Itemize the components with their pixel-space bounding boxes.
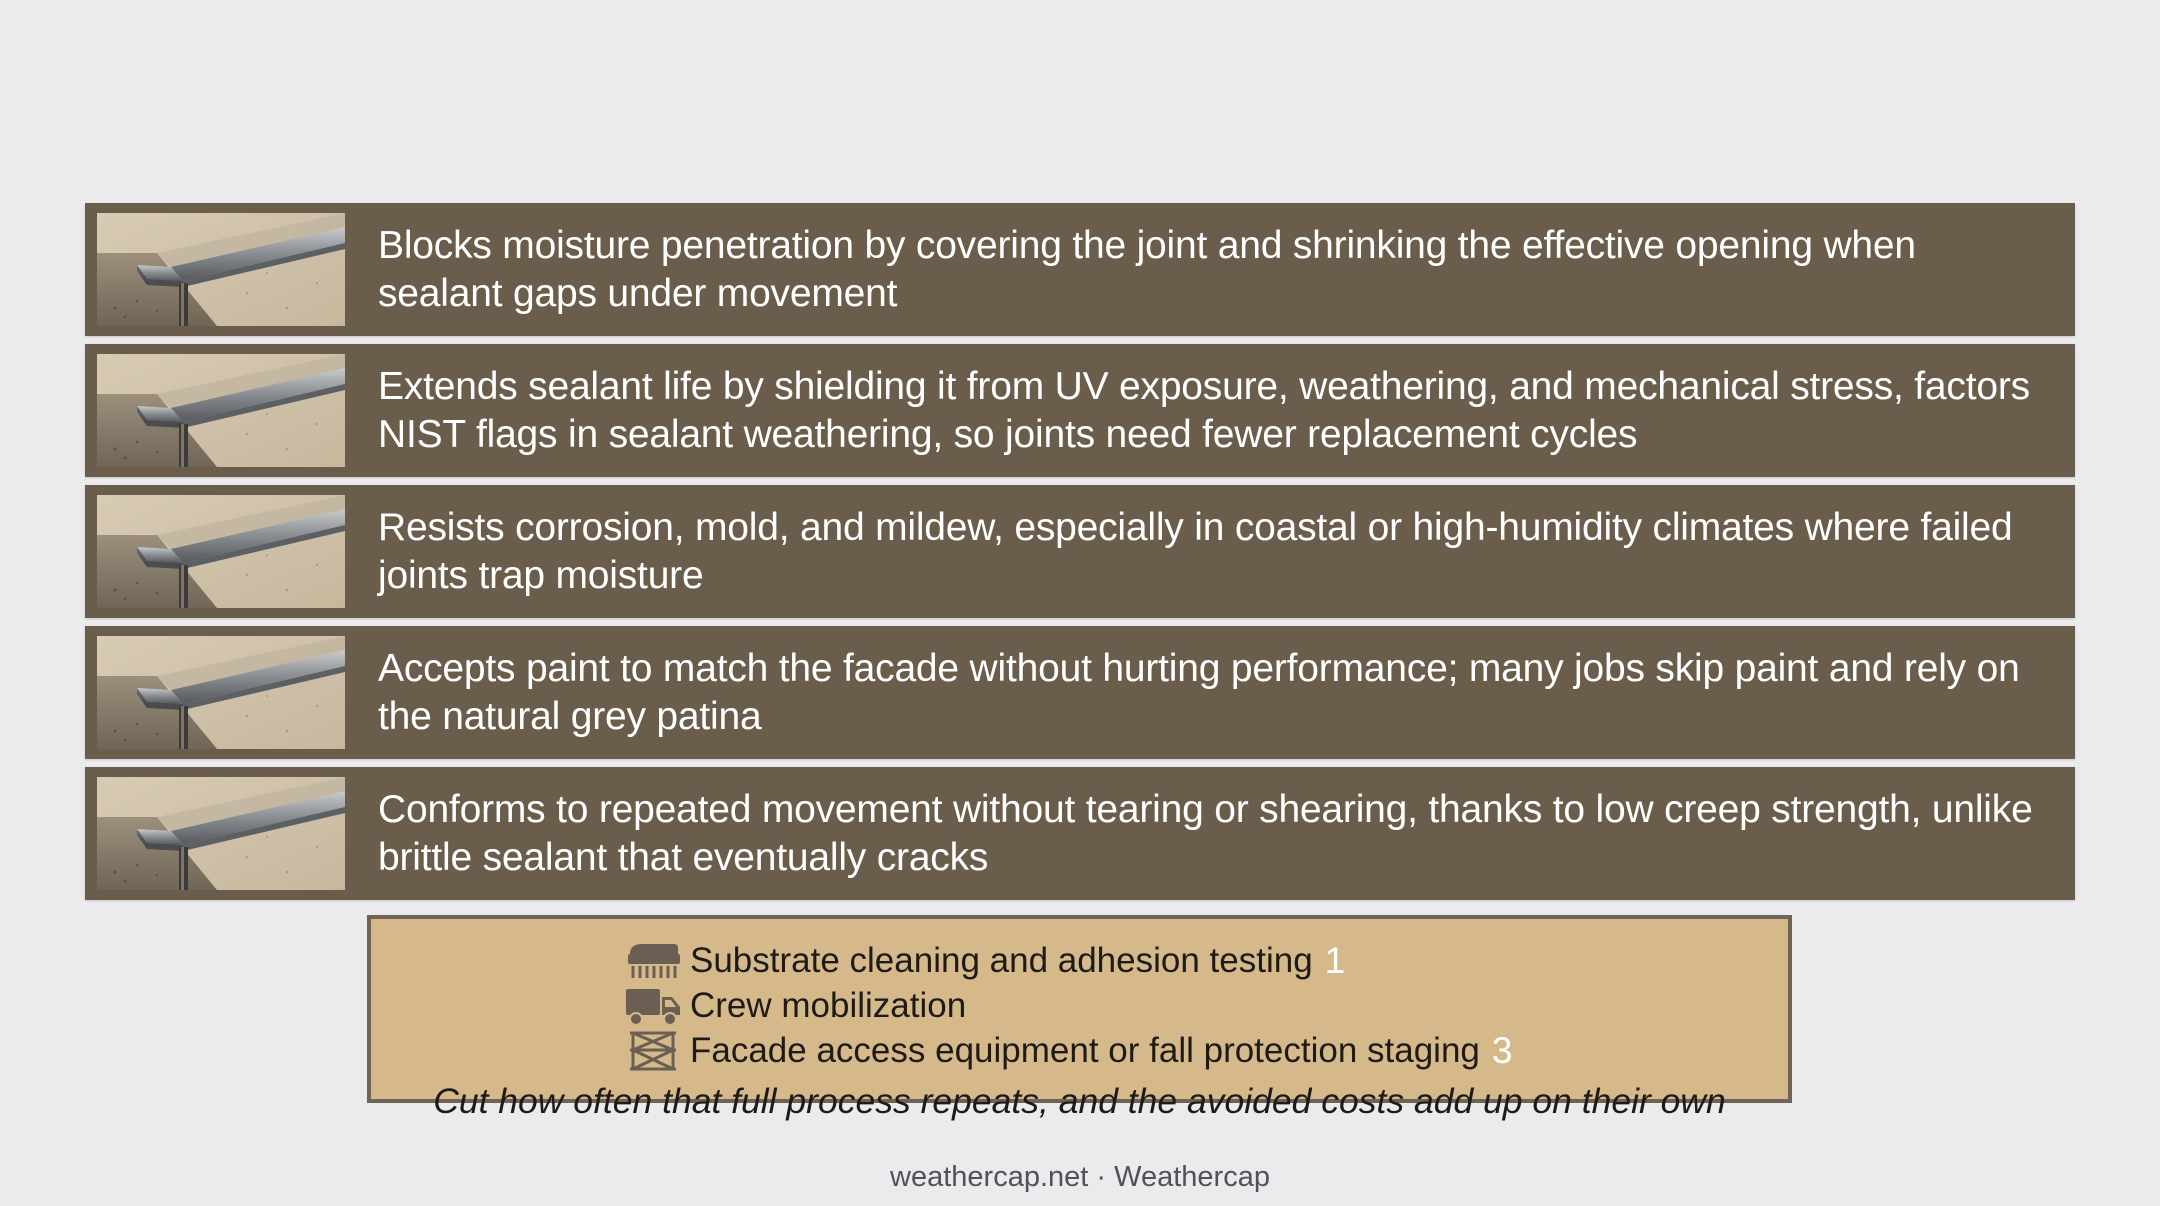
benefit-text: Extends sealant life by shielding it from UV exposure, weathering, and mechanical stress, factors NIST flags in sealant weathering, so joints need fewer replacement cycles (378, 365, 2030, 456)
summary-item-label: Facade access equipment or fall protection staging (690, 1031, 1480, 1070)
weathercap-joint-image (97, 213, 345, 326)
benefit-text: Accepts paint to match the facade without hurting performance; many jobs skip paint and rely on the natural grey patina (378, 647, 2020, 738)
benefits-list (85, 203, 2075, 908)
truck-icon (624, 985, 682, 1027)
weathercap-joint-image (97, 636, 345, 749)
summary-item-access-equipment (624, 1030, 1512, 1072)
brush-icon (624, 940, 682, 982)
cost-summary-box (367, 915, 1792, 1121)
weathercap-joint-image (97, 495, 345, 608)
summary-closing-text: Cut how often that full process repeats, and the avoided costs add up on their own (433, 1081, 1726, 1121)
weathercap-joint-image (97, 777, 345, 890)
summary-item-mobilization (624, 985, 978, 1027)
benefit-panel (85, 767, 2075, 900)
footer-credit: weathercap.net · Weathercap (890, 1161, 1270, 1193)
scaffold-icon (624, 1030, 682, 1072)
summary-item-number: 1 (1324, 940, 1346, 981)
weathercap-joint-image (97, 354, 345, 467)
summary-item-label: Crew mobilization (690, 986, 967, 1025)
benefit-text: Resists corrosion, mold, and mildew, especially in coastal or high-humidity climates where failed joints trap moisture (378, 506, 2013, 597)
benefit-text: Conforms to repeated movement without tearing or shearing, thanks to low creep strength, unlike brittle sealant that eventually cracks (378, 788, 2033, 879)
summary-item-label: Substrate cleaning and adhesion testing (690, 941, 1313, 980)
summary-item-cleaning (624, 940, 1345, 982)
benefit-panel (85, 626, 2075, 759)
summary-item-number: 3 (1491, 1030, 1513, 1071)
benefit-text: Blocks moisture penetration by covering the joint and shrinking the effective opening when sealant gaps under movement (378, 224, 1916, 315)
benefit-panel (85, 344, 2075, 477)
benefit-panel (85, 485, 2075, 618)
benefit-panel (85, 203, 2075, 336)
